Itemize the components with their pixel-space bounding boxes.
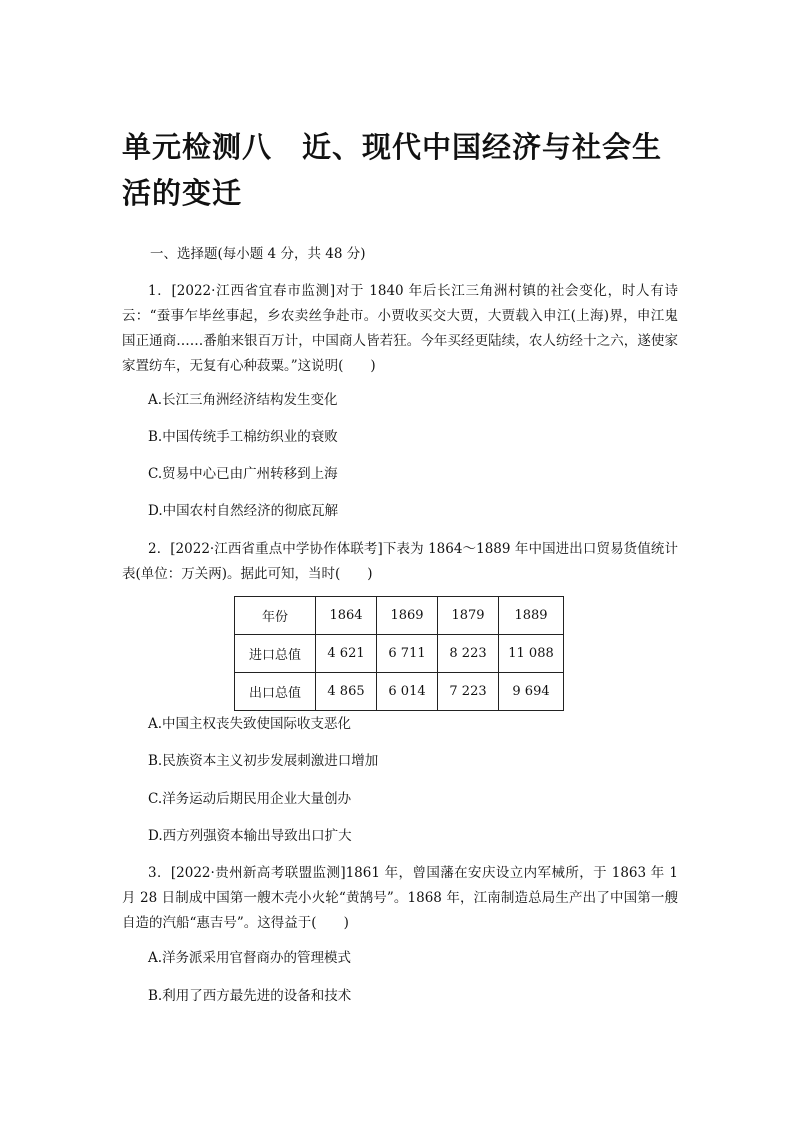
question-2-text: 2．[2022·江西省重点中学协作体联考]下表为 1864～1889 年中国进出口贸易货值统计表(单位：万关两)。据此可知，当时( ) xyxy=(122,541,678,582)
question-2 xyxy=(122,537,678,587)
table-header-cell: 1864 xyxy=(316,597,377,635)
section-heading: 一、选择题(每小题 4 分，共 48 分) xyxy=(150,246,366,262)
question-1-option-c: C.贸易中心已由广州转移到上海 xyxy=(148,466,338,482)
table-cell: 11 088 xyxy=(499,635,564,673)
table-cell: 出口总值 xyxy=(235,673,316,711)
table-cell: 6 711 xyxy=(377,635,438,673)
table-cell: 6 014 xyxy=(377,673,438,711)
table-cell: 7 223 xyxy=(438,673,499,711)
question-1-text: 1．[2022·江西省宜春市监测]对于 1840 年后长江三角洲村镇的社会变化，时人有诗云：“蚕事乍毕丝事起，乡农卖丝争赴市。小贾收买交大贾，大贾载入申江(上海)界，申江鬼国正通商……番舶来银百万计，中国商人皆若狂。今年买经更陆续，农人纺经十之六，遂使家家置纺车，无复有心种菽粟。”这说明( ) xyxy=(122,283,678,374)
table-cell: 8 223 xyxy=(438,635,499,673)
question-2-option-b: B.民族资本主义初步发展刺激进口增加 xyxy=(148,753,379,769)
question-2-option-d: D.西方列强资本输出导致出口扩大 xyxy=(148,828,352,844)
table-header-cell: 年份 xyxy=(235,597,316,635)
question-3-option-a: A.洋务派采用官督商办的管理模式 xyxy=(148,950,352,966)
table-header-cell: 1869 xyxy=(377,597,438,635)
question-3 xyxy=(122,861,678,936)
table-cell: 9 694 xyxy=(499,673,564,711)
question-1-option-a: A.长江三角洲经济结构发生变化 xyxy=(148,392,338,408)
table-cell: 4 621 xyxy=(316,635,377,673)
question-1-option-d: D.中国农村自然经济的彻底瓦解 xyxy=(148,503,339,519)
table-header-cell: 1889 xyxy=(499,597,564,635)
table-header-cell: 1879 xyxy=(438,597,499,635)
table-row xyxy=(235,635,564,673)
question-3-option-b: B.利用了西方最先进的设备和技术 xyxy=(148,988,352,1004)
question-2-option-a: A.中国主权丧失致使国际收支恶化 xyxy=(148,716,352,732)
table-cell: 进口总值 xyxy=(235,635,316,673)
question-1 xyxy=(122,279,678,379)
table-cell: 4 865 xyxy=(316,673,377,711)
question-3-text: 3．[2022·贵州新高考联盟监测]1861 年，曾国藩在安庆设立内军械所，于 1863 年 1 月 28 日制成中国第一艘木壳小火轮“黄鹄号”。1868 年，江南制造总局生产出了中国第一艘自造的汽船“惠吉号”。这得益于( ) xyxy=(122,865,678,931)
table-header-row xyxy=(235,597,564,635)
table-row xyxy=(235,673,564,711)
question-2-option-c: C.洋务运动后期民用企业大量创办 xyxy=(148,791,352,807)
trade-table xyxy=(234,596,564,711)
question-1-option-b: B.中国传统手工棉纺织业的衰败 xyxy=(148,429,338,445)
page-title: 单元检测八 近、现代中国经济与社会生活的变迁 xyxy=(122,130,663,210)
